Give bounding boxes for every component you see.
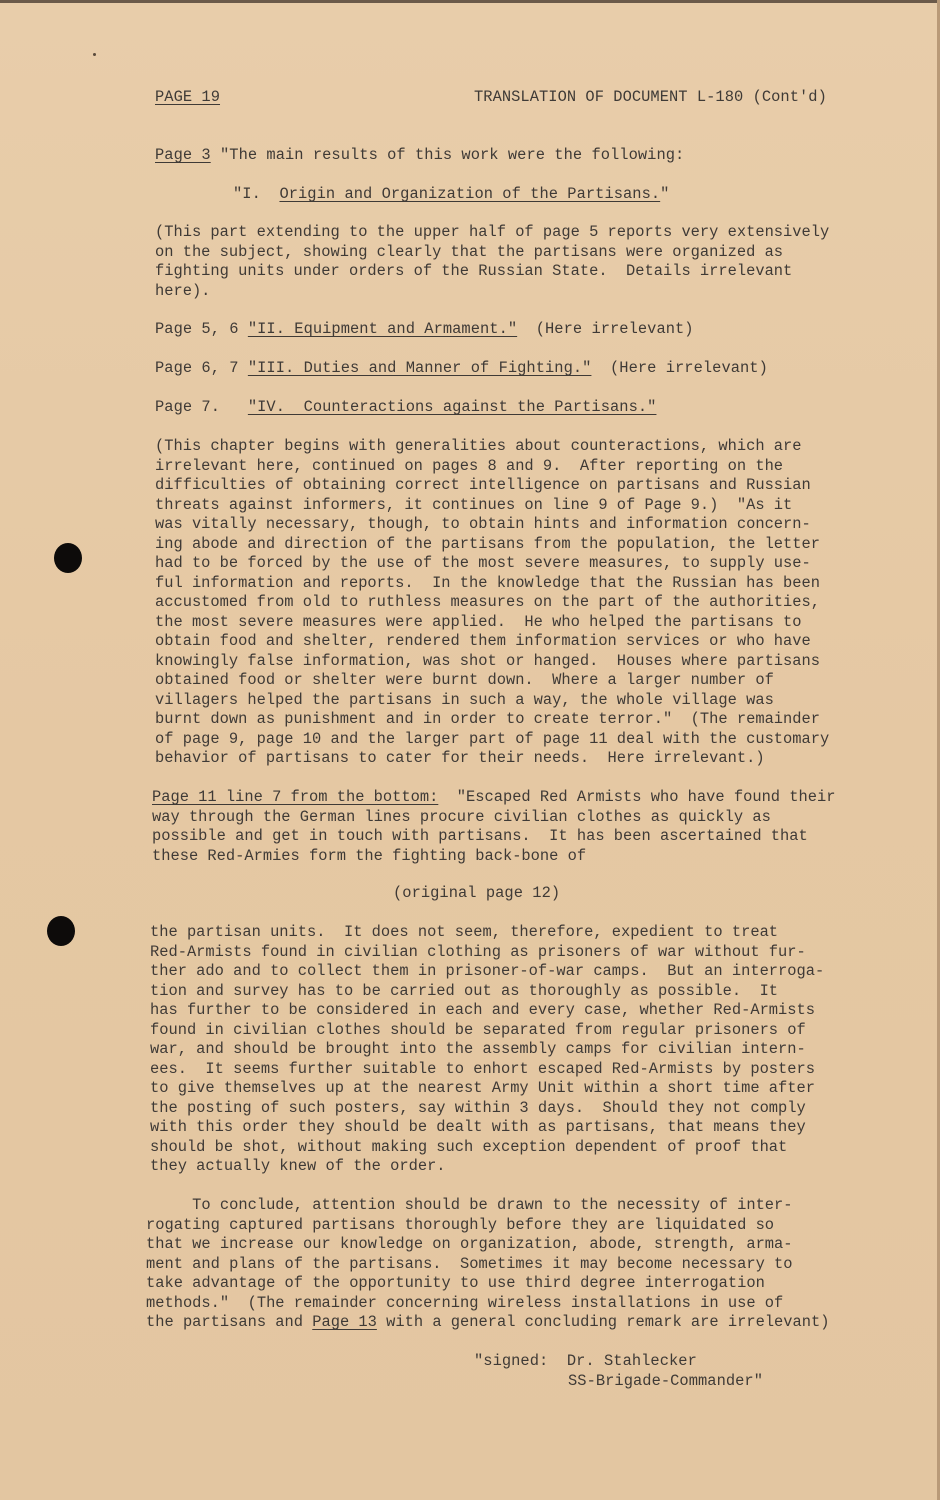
- text-line: should be shot, without making such exception dependent of proof that: [150, 1137, 788, 1156]
- paragraph-5: [146, 1196, 829, 1333]
- text-line: To conclude, attention should be drawn to the necessity of inter-: [146, 1196, 793, 1214]
- text-line: obtain food and shelter, rendered them information services or who have: [155, 632, 811, 650]
- text-line: ful information and reports. In the knowledge that the Russian has been: [155, 573, 820, 592]
- text-line: these Red-Armies form the fighting back-bone of: [152, 846, 587, 865]
- text-line: burnt down as punishment and in order to create terror." (The remainder: [155, 710, 820, 728]
- text-line: ees. It seems further suitable to enhort escaped Red-Armists by posters: [150, 1059, 815, 1078]
- text-line: possible and get in touch with partisans. It has been ascertained that: [152, 827, 808, 845]
- punch-hole-upper: [54, 543, 82, 573]
- item-pages: Page 7.: [155, 398, 248, 416]
- text-line: on the subject, showing clearly that the partisans were organized as: [155, 242, 784, 261]
- text-line: take advantage of the opportunity to use third degree interrogation: [146, 1274, 765, 1292]
- item-note: (Here irrelevant): [517, 320, 694, 338]
- intro-line: [155, 146, 684, 166]
- text-line: had to be forced by the use of the most severe measures, to supply use-: [155, 554, 811, 572]
- signature-line-2: SS-Brigade-Commander": [568, 1372, 764, 1390]
- document-title: TRANSLATION OF DOCUMENT L-180 (Cont'd): [474, 88, 827, 106]
- item-equipment: [155, 320, 694, 340]
- text-segment: "Escaped Red Armists who have found their: [438, 788, 836, 806]
- text-line: fighting units under orders of the Russian State. Details irrelevant: [155, 262, 793, 280]
- text-line: [152, 788, 835, 808]
- text-line: accustomed from old to ruthless measures on the part of the authorities,: [155, 593, 820, 611]
- punch-hole-lower: [47, 916, 75, 946]
- text-line: irrelevant here, continued on pages 8 and 9. After reporting on the: [155, 456, 784, 475]
- text-line: the partisan units. It does not seem, therefore, expedient to treat: [150, 923, 779, 941]
- page-ref: Page 13: [312, 1313, 377, 1331]
- text-line: villagers helped the partisans in such a way, the whole village was: [155, 690, 774, 709]
- item-title: "II. Equipment and Armament.": [247, 320, 518, 338]
- text-segment: with a general concluding remark are irrelevant): [376, 1313, 830, 1331]
- item-duties: [155, 359, 768, 379]
- text-line: knowingly false information, was shot or hanged. Houses where partisans: [155, 651, 820, 670]
- text-line: they actually knew of the order.: [150, 1157, 446, 1175]
- text-line: rogating captured partisans thoroughly before they are liquidated so: [146, 1215, 775, 1234]
- section-prefix: "I.: [233, 185, 280, 203]
- page-number: PAGE 19: [155, 88, 221, 106]
- original-page-marker: (original page 12): [393, 884, 561, 902]
- text-line: Red-Armists found in civilian clothing as prisoners of war without fur-: [150, 942, 806, 961]
- intro-text: "The main results of this work were the following:: [210, 146, 685, 164]
- text-line: ment and plans of the partisans. Sometimes it may become necessary to: [146, 1254, 793, 1273]
- text-line: was vitally necessary, though, to obtain hints and information concern-: [155, 515, 811, 533]
- text-line: obtained food or shelter were burnt down. Where a larger number of: [155, 671, 774, 689]
- text-line: difficulties of obtaining correct intelligence on partisans and Russian: [155, 476, 811, 494]
- text-line: found in civilian clothes should be separated from regular prisoners of: [150, 1020, 806, 1039]
- paragraph-3: [152, 788, 835, 866]
- item-counteractions: [155, 398, 656, 418]
- paragraph-1: [155, 223, 829, 301]
- text-segment: the partisans and: [146, 1313, 313, 1331]
- item-pages: Page 5, 6: [155, 320, 248, 338]
- paragraph-2: [155, 437, 829, 769]
- text-line: that we increase our knowledge on organization, abode, strength, arma-: [146, 1235, 793, 1253]
- text-line: ther ado and to collect them in prisoner-of-war camps. But an interroga-: [150, 962, 825, 980]
- text-line: (This chapter begins with generalities about counteractions, which are: [155, 437, 802, 455]
- text-line: to give themselves up at the nearest Army Unit within a short time after: [150, 1079, 815, 1097]
- text-line: way through the German lines procure civilian clothes as quickly as: [152, 807, 771, 826]
- text-line: ing abode and direction of the partisans from the population, the letter: [155, 534, 820, 553]
- text-line: of page 9, page 10 and the larger part of page 11 deal with the customary: [155, 729, 830, 748]
- text-line: the posting of such posters, say within 3 days. Should they not comply: [150, 1098, 806, 1117]
- text-line: [146, 1313, 829, 1333]
- text-line: methods." (The remainder concerning wireless installations in use of: [146, 1293, 784, 1312]
- item-title: "III. Duties and Manner of Fighting.": [247, 359, 592, 377]
- text-line: behavior of partisans to cater for their needs. Here irrelevant.): [155, 749, 765, 767]
- section-suffix: ": [660, 185, 670, 203]
- scan-speck: [93, 53, 96, 56]
- page-ref: Page 3: [155, 146, 211, 164]
- item-pages: Page 6, 7: [155, 359, 248, 377]
- text-line: war, and should be brought into the assembly camps for civilian intern-: [150, 1040, 806, 1058]
- text-line: with this order they should be dealt with as partisans, that means they: [150, 1118, 806, 1136]
- text-line: has further to be considered in each and every case, whether Red-Armists: [150, 1001, 815, 1019]
- paragraph-4: [150, 923, 824, 1177]
- text-line: here).: [155, 281, 211, 300]
- section-heading-1: [233, 185, 669, 205]
- text-line: threats against informers, it continues on line 9 of Page 9.) "As it: [155, 495, 793, 514]
- page-ref: Page 11 line 7 from the bottom:: [152, 788, 439, 806]
- section-title: Origin and Organization of the Partisans.: [279, 185, 661, 203]
- item-title: "IV. Counteractions against the Partisans.": [247, 398, 657, 416]
- text-line: (This part extending to the upper half of page 5 reports very extensively: [155, 223, 830, 241]
- text-line: tion and survey has to be carried out as thoroughly as possible. It: [150, 981, 779, 1000]
- signature-line-1: "signed: Dr. Stahlecker: [474, 1352, 697, 1370]
- scan-top-border: [0, 0, 940, 3]
- text-line: the most severe measures were applied. He who helped the partisans to: [155, 612, 802, 631]
- item-note: (Here irrelevant): [591, 359, 768, 377]
